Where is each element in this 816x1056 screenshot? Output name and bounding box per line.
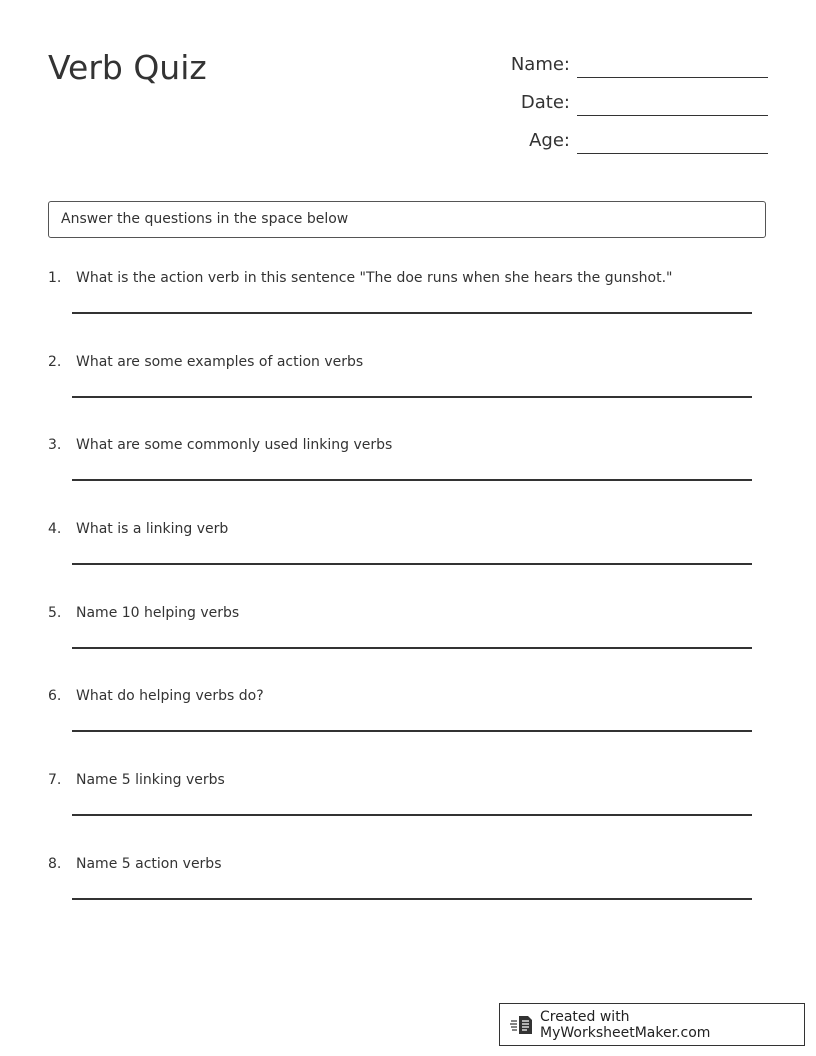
question-item bbox=[48, 688, 752, 748]
question-text: What is a linking verb bbox=[76, 521, 229, 537]
question-item bbox=[48, 856, 752, 916]
answer-line[interactable] bbox=[72, 647, 752, 649]
question-number: 4. bbox=[48, 521, 62, 537]
answer-line[interactable] bbox=[72, 563, 752, 565]
answer-line[interactable] bbox=[72, 312, 752, 314]
answer-line[interactable] bbox=[72, 730, 752, 732]
question-number: 8. bbox=[48, 856, 62, 872]
question-number: 6. bbox=[48, 688, 62, 704]
age-label: Age: bbox=[529, 130, 570, 151]
page-title: Verb Quiz bbox=[48, 48, 207, 87]
date-field[interactable] bbox=[480, 86, 768, 116]
question-text: What do helping verbs do? bbox=[76, 688, 264, 704]
answer-line[interactable] bbox=[72, 814, 752, 816]
answer-line[interactable] bbox=[72, 396, 752, 398]
question-number: 7. bbox=[48, 772, 62, 788]
name-field[interactable] bbox=[480, 48, 768, 78]
question-number: 1. bbox=[48, 270, 62, 286]
name-label: Name: bbox=[510, 54, 570, 75]
question-number: 2. bbox=[48, 354, 62, 370]
question-text: What is the action verb in this sentence "The doe runs when she hears the gunshot." bbox=[76, 270, 673, 286]
instructions-box: Answer the questions in the space below bbox=[48, 201, 766, 238]
date-label: Date: bbox=[520, 92, 570, 113]
worksheet-maker-logo-icon bbox=[510, 1013, 534, 1037]
question-item bbox=[48, 437, 752, 497]
question-text: What are some commonly used linking verbs bbox=[76, 437, 393, 453]
question-item bbox=[48, 605, 752, 665]
date-line[interactable] bbox=[577, 114, 768, 116]
age-field[interactable] bbox=[480, 124, 768, 154]
answer-line[interactable] bbox=[72, 479, 752, 481]
question-item bbox=[48, 772, 752, 832]
question-number: 5. bbox=[48, 605, 62, 621]
answer-line[interactable] bbox=[72, 898, 752, 900]
question-item bbox=[48, 354, 752, 414]
question-item bbox=[48, 521, 752, 581]
name-line[interactable] bbox=[577, 76, 768, 78]
question-text: Name 5 action verbs bbox=[76, 856, 222, 872]
question-text: Name 5 linking verbs bbox=[76, 772, 225, 788]
question-text: Name 10 helping verbs bbox=[76, 605, 240, 621]
question-text: What are some examples of action verbs bbox=[76, 354, 364, 370]
footer-text[interactable]: Created with MyWorksheetMaker.com bbox=[540, 1008, 711, 1041]
question-item bbox=[48, 270, 752, 330]
question-number: 3. bbox=[48, 437, 62, 453]
age-line[interactable] bbox=[577, 152, 768, 154]
footer-credit[interactable] bbox=[499, 1003, 805, 1046]
